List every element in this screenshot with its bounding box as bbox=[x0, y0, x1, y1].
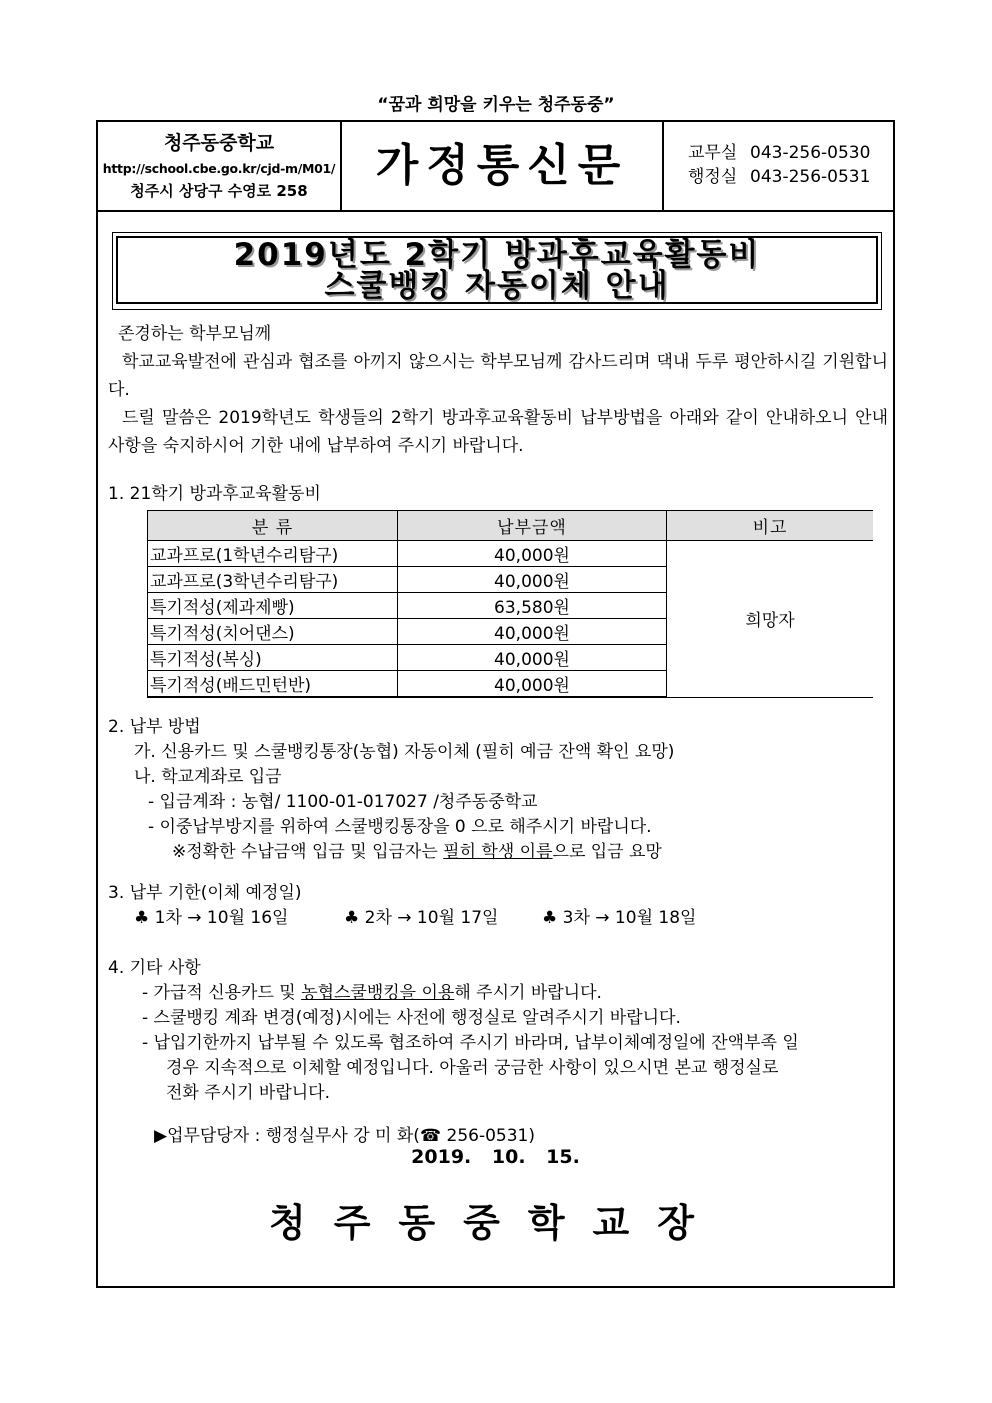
due-date-1: ♣ 1차 → 10월 16일 bbox=[134, 908, 289, 928]
payment-method-a: 가. 신용카드 및 스쿨뱅킹통장(농협) 자동이체 (필히 예금 잔액 확인 요망) bbox=[134, 742, 675, 762]
contact-label: 교무실 bbox=[688, 143, 738, 163]
other-item-3: - 납입기한까지 납부될 수 있도록 협조하여 주시기 바라며, 납부이체예정일에 잔액부족 일 bbox=[142, 1033, 799, 1053]
section-4 bbox=[108, 956, 799, 1106]
intro-text bbox=[108, 320, 888, 460]
paragraph-2: 드릴 말씀은 2019학년도 학생들의 2학기 방과후교육활동비 납부방법을 아래와 같이 안내하오니 안내 사항을 숙지하시어 기한 내에 납부하여 주시기 바랍니다. bbox=[108, 408, 888, 456]
section-3 bbox=[108, 881, 696, 931]
emphasis: 필히 학생 이름 bbox=[443, 842, 553, 862]
section-2 bbox=[108, 715, 674, 865]
table-header-row bbox=[148, 511, 874, 541]
name-notice: ※정확한 수납금액 입금 및 입금자는 필히 학생 이름으로 입금 요망 bbox=[172, 842, 662, 862]
school-address: 청주시 상당구 수영로 258 bbox=[130, 182, 308, 200]
amount-cell: 40,000원 bbox=[398, 671, 667, 698]
other-item-1: - 가급적 신용카드 및 농협스쿨뱅킹을 이용해 주시기 바랍니다. bbox=[142, 983, 602, 1003]
category-cell: 특기적성(배드민턴반) bbox=[148, 671, 398, 698]
other-item-3-cont: 경우 지속적으로 이체할 예정입니다. 아울러 궁금한 사항이 있으시면 본교 행정실로 bbox=[166, 1058, 779, 1078]
account-info: - 입금계좌 : 농협/ 1100-01-017027 /청주동중학교 bbox=[148, 792, 538, 812]
fee-table bbox=[147, 510, 873, 698]
due-date-3: ♣ 3차 → 10월 18일 bbox=[542, 908, 697, 928]
school-info bbox=[98, 122, 342, 210]
category-cell: 특기적성(치어댄스) bbox=[148, 619, 398, 645]
contact-phone: 043-256-0530 bbox=[750, 143, 871, 163]
column-header: 납부금액 bbox=[398, 511, 667, 541]
amount-cell: 40,000원 bbox=[398, 645, 667, 671]
section-2-heading: 2. 납부 방법 bbox=[108, 717, 201, 737]
category-cell: 교과프로(3학년수리탐구) bbox=[148, 567, 398, 593]
note-cell: 희망자 bbox=[667, 541, 874, 698]
slogan: “꿈과 희망을 키우는 청주동중” bbox=[377, 95, 615, 115]
double-pay-notice: - 이중납부방지를 위하여 스쿨뱅킹통장을 0 으로 해주시기 바랍니다. bbox=[148, 817, 652, 837]
column-header: 분 류 bbox=[148, 511, 398, 541]
due-date-2: ♣ 2차 → 10월 17일 bbox=[344, 908, 499, 928]
principal-signature: 청주동중학교장 bbox=[269, 1201, 722, 1245]
contact-phone: 043-256-0531 bbox=[750, 167, 871, 187]
other-item-2: - 스쿨뱅킹 계좌 변경(예정)시에는 사전에 행정실로 알려주시기 바랍니다. bbox=[142, 1008, 681, 1028]
newsletter-title: 가정통신문 bbox=[342, 122, 664, 210]
section-1-heading: 1. 21학기 방과후교육활동비 bbox=[108, 484, 321, 504]
amount-cell: 40,000원 bbox=[398, 567, 667, 593]
category-cell: 교과프로(1학년수리탐구) bbox=[148, 541, 398, 567]
letterhead bbox=[98, 122, 893, 212]
category-cell: 특기적성(제과제빵) bbox=[148, 593, 398, 619]
column-header: 비고 bbox=[667, 511, 874, 541]
document-title-box bbox=[112, 232, 882, 310]
table-row bbox=[148, 541, 874, 567]
issue-date: 2019. 10. 15. bbox=[411, 1146, 580, 1168]
contact-phones bbox=[664, 138, 893, 186]
amount-cell: 40,000원 bbox=[398, 541, 667, 567]
payment-method-b: 나. 학교계좌로 입금 bbox=[134, 767, 282, 787]
paragraph-1: 학교교육발전에 관심과 협조를 아끼지 않으시는 학부모님께 감사드리며 댁내 두루 평안하시길 기원합니다. bbox=[108, 352, 888, 400]
contact-label: 행정실 bbox=[688, 167, 738, 187]
other-item-3-cont: 전화 주시기 바랍니다. bbox=[166, 1083, 331, 1103]
due-dates bbox=[108, 906, 696, 931]
contact-row bbox=[664, 162, 893, 186]
section-4-heading: 4. 기타 사항 bbox=[108, 958, 201, 978]
amount-cell: 63,580원 bbox=[398, 593, 667, 619]
contact-row bbox=[664, 138, 893, 162]
school-name: 청주동중학교 bbox=[163, 132, 275, 154]
contact-person: ▶업무담당자 : 행정실무사 강 미 화(☎ 256-0531) bbox=[154, 1126, 535, 1146]
title-line-2: 스쿨뱅킹 자동이체 안내 bbox=[324, 268, 670, 304]
section-3-heading: 3. 납부 기한(이체 예정일) bbox=[108, 883, 302, 903]
title-line-1: 2019년도 2학기 방과후교육활동비 bbox=[233, 237, 761, 273]
emphasis: 농협스쿨뱅킹을 이용 bbox=[301, 983, 455, 1003]
school-url[interactable]: http://school.cbe.go.kr/cjd-m/M01/ bbox=[102, 161, 336, 176]
category-cell: 특기적성(복싱) bbox=[148, 645, 398, 671]
greeting: 존경하는 학부모님께 bbox=[118, 324, 272, 344]
document-frame bbox=[96, 120, 895, 1288]
amount-cell: 40,000원 bbox=[398, 619, 667, 645]
